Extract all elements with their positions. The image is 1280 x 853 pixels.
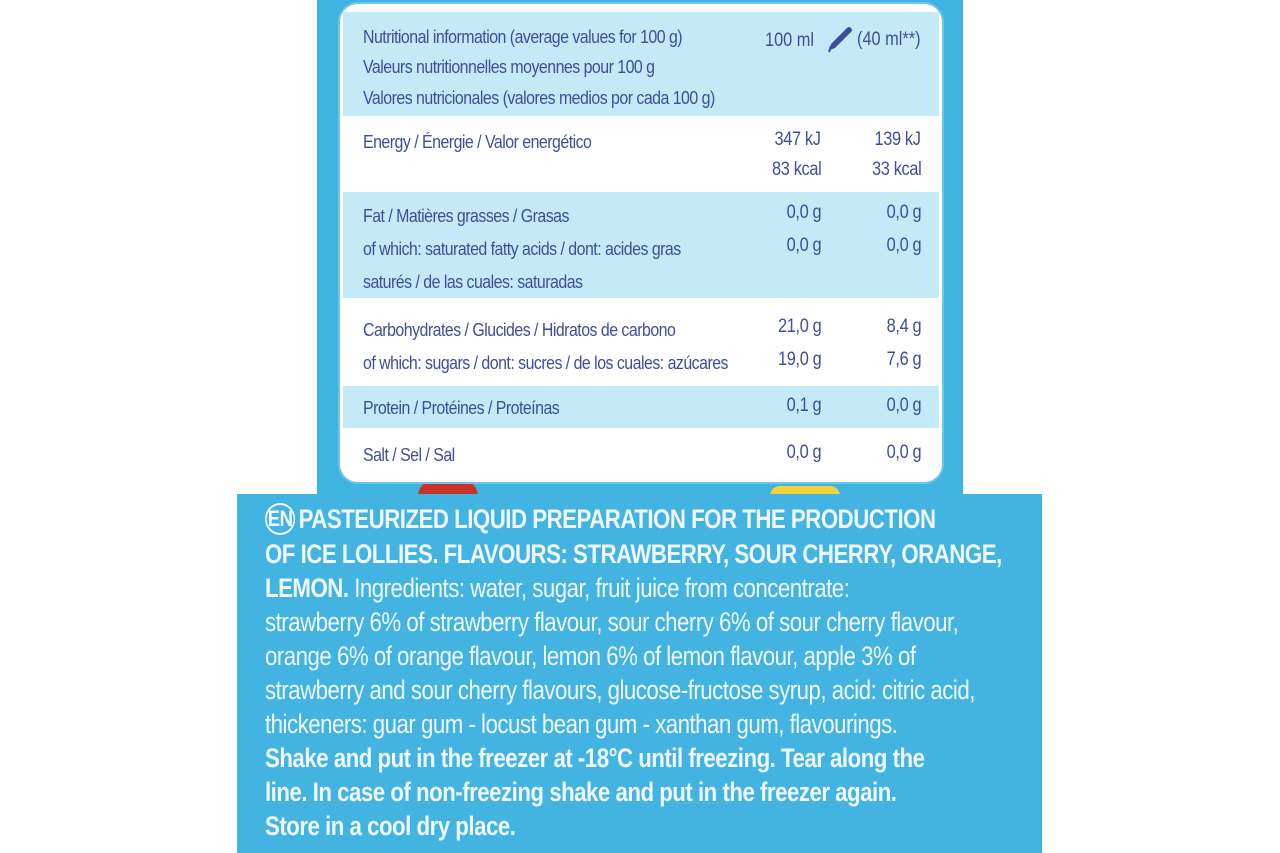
saturates-label: of which: saturated fatty acids / dont: acides gras <box>363 238 681 259</box>
carbohydrates-row <box>343 304 939 382</box>
carbohydrates-label: Carbohydrates / Glucides / Hidratos de carbono <box>363 319 676 340</box>
fat-serving: 0,0 g <box>886 202 921 223</box>
ingredients-line-5: orange 6% of orange flavour, lemon 6% of lemon flavour, apple 3% of <box>265 641 916 671</box>
salt-serving: 0,0 g <box>886 442 921 463</box>
sugars-serving: 7,6 g <box>886 349 921 370</box>
fat-row <box>343 192 939 298</box>
fat-100ml: 0,0 g <box>786 202 821 223</box>
product-description: PASTEURIZED LIQUID PREPARATION FOR THE PRODUCTION <box>298 504 936 534</box>
carbohydrates-100ml: 21,0 g <box>777 316 821 337</box>
storage-instructions: Store in a cool dry place. <box>265 811 516 841</box>
instructions-line-2: line. In case of non-freezing shake and put in the freezer again. <box>265 777 897 807</box>
fat-label: Fat / Matières grasses / Grasas <box>363 205 569 226</box>
flavour-lemon: LEMON. <box>265 573 349 603</box>
energy-kcal-100ml: 83 kcal <box>771 159 821 180</box>
carbohydrates-serving: 8,4 g <box>886 316 921 337</box>
protein-row <box>343 386 939 428</box>
salt-row <box>343 432 939 476</box>
sugars-100ml: 19,0 g <box>777 349 821 370</box>
ingredients-line-7: thickeners: guar gum - locust bean gum - xanthan gum, flavourings. <box>265 709 898 739</box>
energy-label: Energy / Énergie / Valor energético <box>363 131 592 152</box>
column-serving <box>827 27 931 53</box>
saturates-100ml: 0,0 g <box>786 235 821 256</box>
energy-row <box>343 120 939 188</box>
nutrition-header <box>343 12 939 116</box>
saturates-label-2: saturés / de las cuales: saturadas <box>363 271 583 292</box>
ingredients-line-1 <box>265 502 936 537</box>
protein-label: Protein / Protéines / Proteínas <box>363 397 560 418</box>
energy-kj-serving: 139 kJ <box>874 129 921 150</box>
saturates-serving: 0,0 g <box>886 235 921 256</box>
salt-100ml: 0,0 g <box>786 442 821 463</box>
salt-label: Salt / Sel / Sal <box>363 444 455 465</box>
ingredients-line-4: strawberry 6% of strawberry flavour, sour cherry 6% of sour cherry flavour, <box>265 607 959 637</box>
protein-serving: 0,0 g <box>886 395 921 416</box>
header-title-es: Valores nutricionales (valores medios por cada 100 g) <box>363 87 715 108</box>
ingredients-text <box>265 502 1055 843</box>
ingredients-line-6: strawberry and sour cherry flavours, glucose-fructose syrup, acid: citric acid, <box>265 675 975 705</box>
language-badge: EN <box>265 503 295 535</box>
ingredients-panel <box>237 494 1042 853</box>
ingredients-line-3 <box>265 571 929 605</box>
energy-kj-100ml: 347 kJ <box>774 129 821 150</box>
ice-lolly-icon <box>827 27 855 53</box>
sugars-label: of which: sugars / dont: sucres / de los cuales: azúcares <box>363 352 729 373</box>
header-title-fr: Valeurs nutritionnelles moyennes pour 100 g <box>363 56 655 77</box>
protein-100ml: 0,1 g <box>786 395 821 416</box>
instructions-line-1: Shake and put in the freezer at -18°C until freezing. Tear along the <box>265 743 925 773</box>
energy-kcal-serving: 33 kcal <box>871 159 921 180</box>
ingredients-line-2: OF ICE LOLLIES. FLAVOURS: STRAWBERRY, SOUR CHERRY, ORANGE, <box>265 539 1002 569</box>
column-100ml: 100 ml <box>765 30 815 51</box>
header-title-en: Nutritional information (average values for 100 g) <box>363 26 683 47</box>
column-serving-label: (40 ml**) <box>857 29 921 50</box>
ingredients-intro: Ingredients: water, sugar, fruit juice from concentrate: <box>348 573 850 603</box>
